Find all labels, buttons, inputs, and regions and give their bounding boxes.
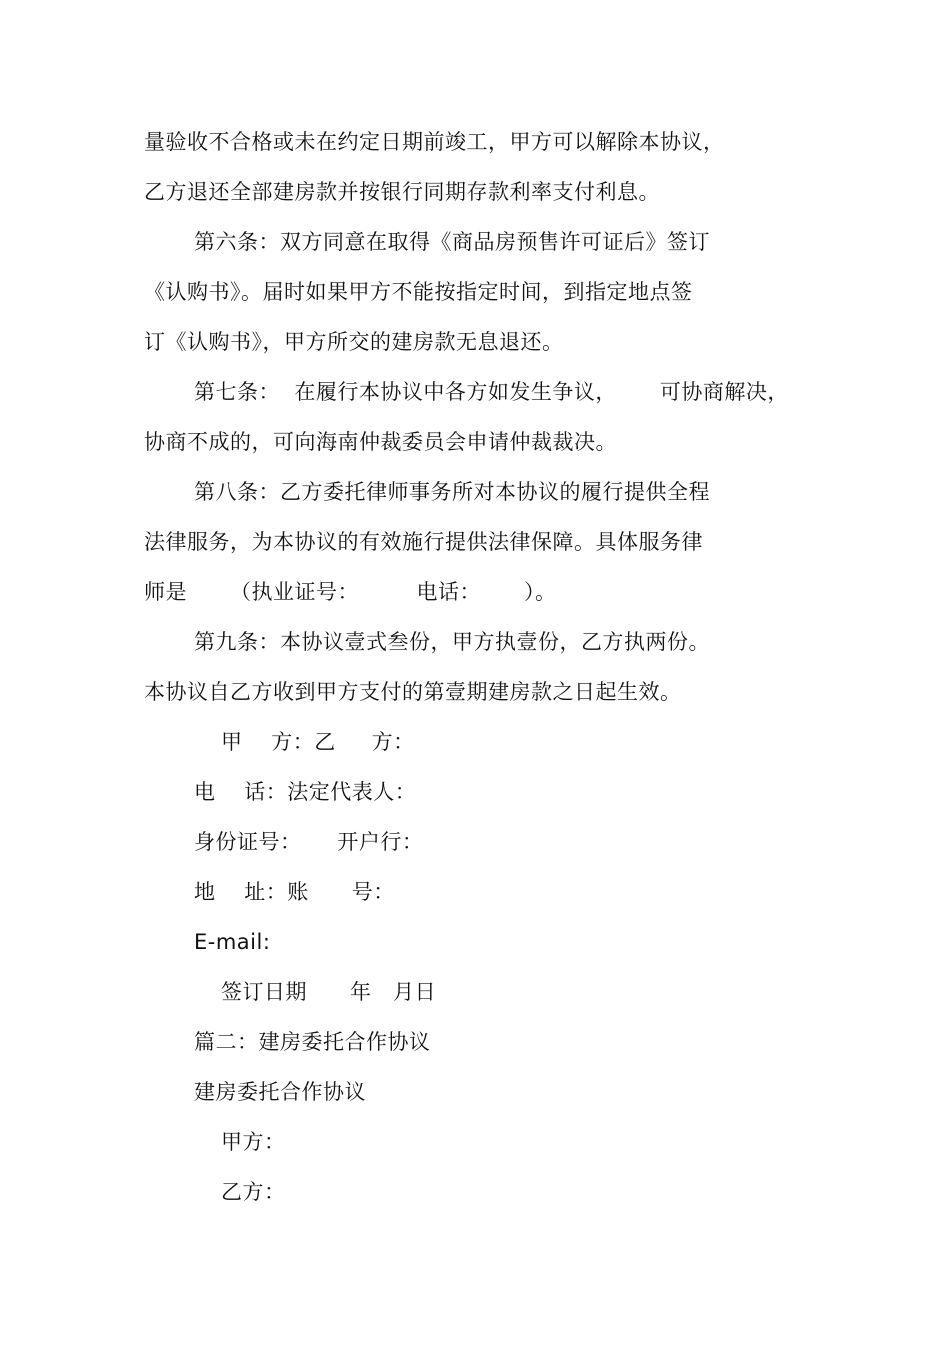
clause-9-title: 第九条：本协议壹式叁份，甲方执壹份，乙方执两份。 (194, 630, 710, 654)
clause-7-title: 第七条： 在履行本协议中各方如发生争议， 可协商解决， (194, 380, 789, 404)
section-2-title: 建房委托合作协议 (194, 1080, 366, 1104)
clause-9-line-2: 本协议自乙方收到甲方支付的第壹期建房款之日起生效。 (144, 680, 682, 704)
clause-7-line-2: 协商不成的，可向海南仲裁委员会申请仲裁裁决。 (144, 430, 617, 454)
clause-6-line-2: 《认购书》。届时如果甲方不能按指定时间，到指定地点签 (144, 280, 693, 304)
clause-8-line-3: 师是 （执业证号： 电话： ）。 (144, 580, 557, 604)
signature-party-labels: 甲 方：乙 方： (221, 730, 415, 754)
signature-phone-representative: 电 话：法定代表人： (194, 780, 417, 804)
party-a-label: 甲方： (221, 1130, 286, 1154)
clause-6-line-3: 订《认购书》，甲方所交的建房款无息退还。 (144, 330, 564, 354)
signature-id-bank: 身份证号： 开户行： (194, 830, 424, 854)
clause-5-continuation: 量验收不合格或未在约定日期前竣工，甲方可以解除本协议， (144, 130, 725, 154)
signature-address-account: 地 址：账 号： (194, 880, 395, 904)
party-b-label: 乙方： (221, 1180, 286, 1204)
clause-8-line-2: 法律服务，为本协议的有效施行提供法律保障。具体服务律 (144, 530, 703, 554)
signature-email: E-mail: (194, 930, 271, 954)
signature-date: 签订日期 年 月日 (221, 980, 437, 1004)
clause-6-title: 第六条：双方同意在取得《商品房预售许可证后》签订 (194, 230, 710, 254)
clause-8-title: 第八条：乙方委托律师事务所对本协议的履行提供全程 (194, 480, 710, 504)
section-2-heading: 篇二：建房委托合作协议 (194, 1030, 431, 1054)
clause-5-refund: 乙方退还全部建房款并按银行同期存款利率支付利息。 (144, 180, 660, 204)
